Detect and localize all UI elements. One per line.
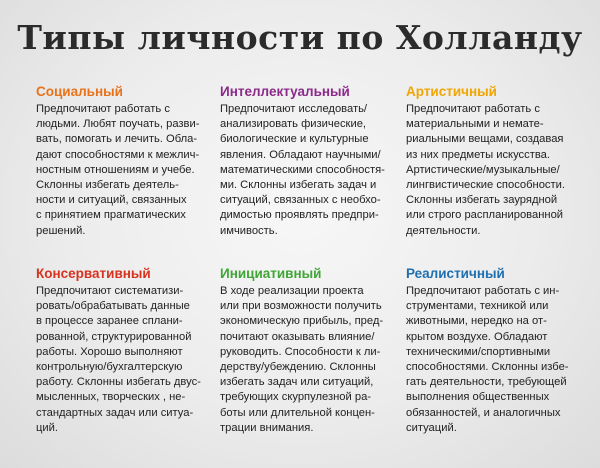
page-title: Типы личности по Холланду xyxy=(17,18,583,57)
type-description-enterprising: В ходе реализации проекта или при возможности получить экономическую прибыль, пред- почитают оказывать влияние/ руководить. Способности к ли- дерству/убеждению. Склонны избегать задач или ситуаций, требующих скурпулезной ра- боты или длительной концен- трации внимания. xyxy=(220,285,384,434)
type-card-enterprising xyxy=(220,266,388,436)
type-description-realistic: Предпочитают работать с ин- струментами, техникой или животными, нередко на от- крытом воздухе. Обладают техническими/спортивными способностями. Склонны избе- гать деятельности, требующей выполнения общественных обязанностей, и аналогичных ситуаций. xyxy=(406,285,569,434)
type-description-intellectual: Предпочитают исследовать/ анализировать физические, биологические и культурные явления. Обладают научными/ математическими способностя- ми. Склонны избегать задач и ситуаций, связанных с необхо- димостью проявлять предпри- имчивость. xyxy=(220,103,385,237)
type-card-social xyxy=(36,84,204,239)
type-heading-intellectual: Интеллектуальный xyxy=(220,84,350,99)
type-heading-artistic: Артистичный xyxy=(406,84,497,99)
type-card-conventional xyxy=(36,266,204,436)
type-card-artistic xyxy=(406,84,574,239)
type-card-realistic xyxy=(406,266,574,436)
type-description-conventional: Предпочитают систематизи- ровать/обрабатывать данные в процессе заранее сплани- рованной, структурированной работы. Хорошо выполняют контрольную/бухгалтерскую работу. Склонны избегать двус- мысленных, творческих , не- стандартных задач или ситуа- ций. xyxy=(36,285,201,434)
type-heading-social: Социальный xyxy=(36,84,123,99)
type-description-artistic: Предпочитают работать с материальными и немате- риальными вещами, создавая из них предметы искусства. Артистические/музыкальные/ лингвистические способности. Склонны избегать заурядной или строго распланированной деятельности. xyxy=(406,103,566,237)
type-description-social: Предпочитают работать с людьми. Любят поучать, разви- вать, помогать и лечить. Обла- дают способностями к межлич- ностным отношениям и учебе. Склонны избегать деятель- ности и ситуаций, связанных с принятием прагматических решений. xyxy=(36,103,200,237)
type-heading-conventional: Консервативный xyxy=(36,266,151,281)
type-heading-realistic: Реалистичный xyxy=(406,266,505,281)
type-card-intellectual xyxy=(220,84,388,239)
type-heading-enterprising: Инициативный xyxy=(220,266,322,281)
